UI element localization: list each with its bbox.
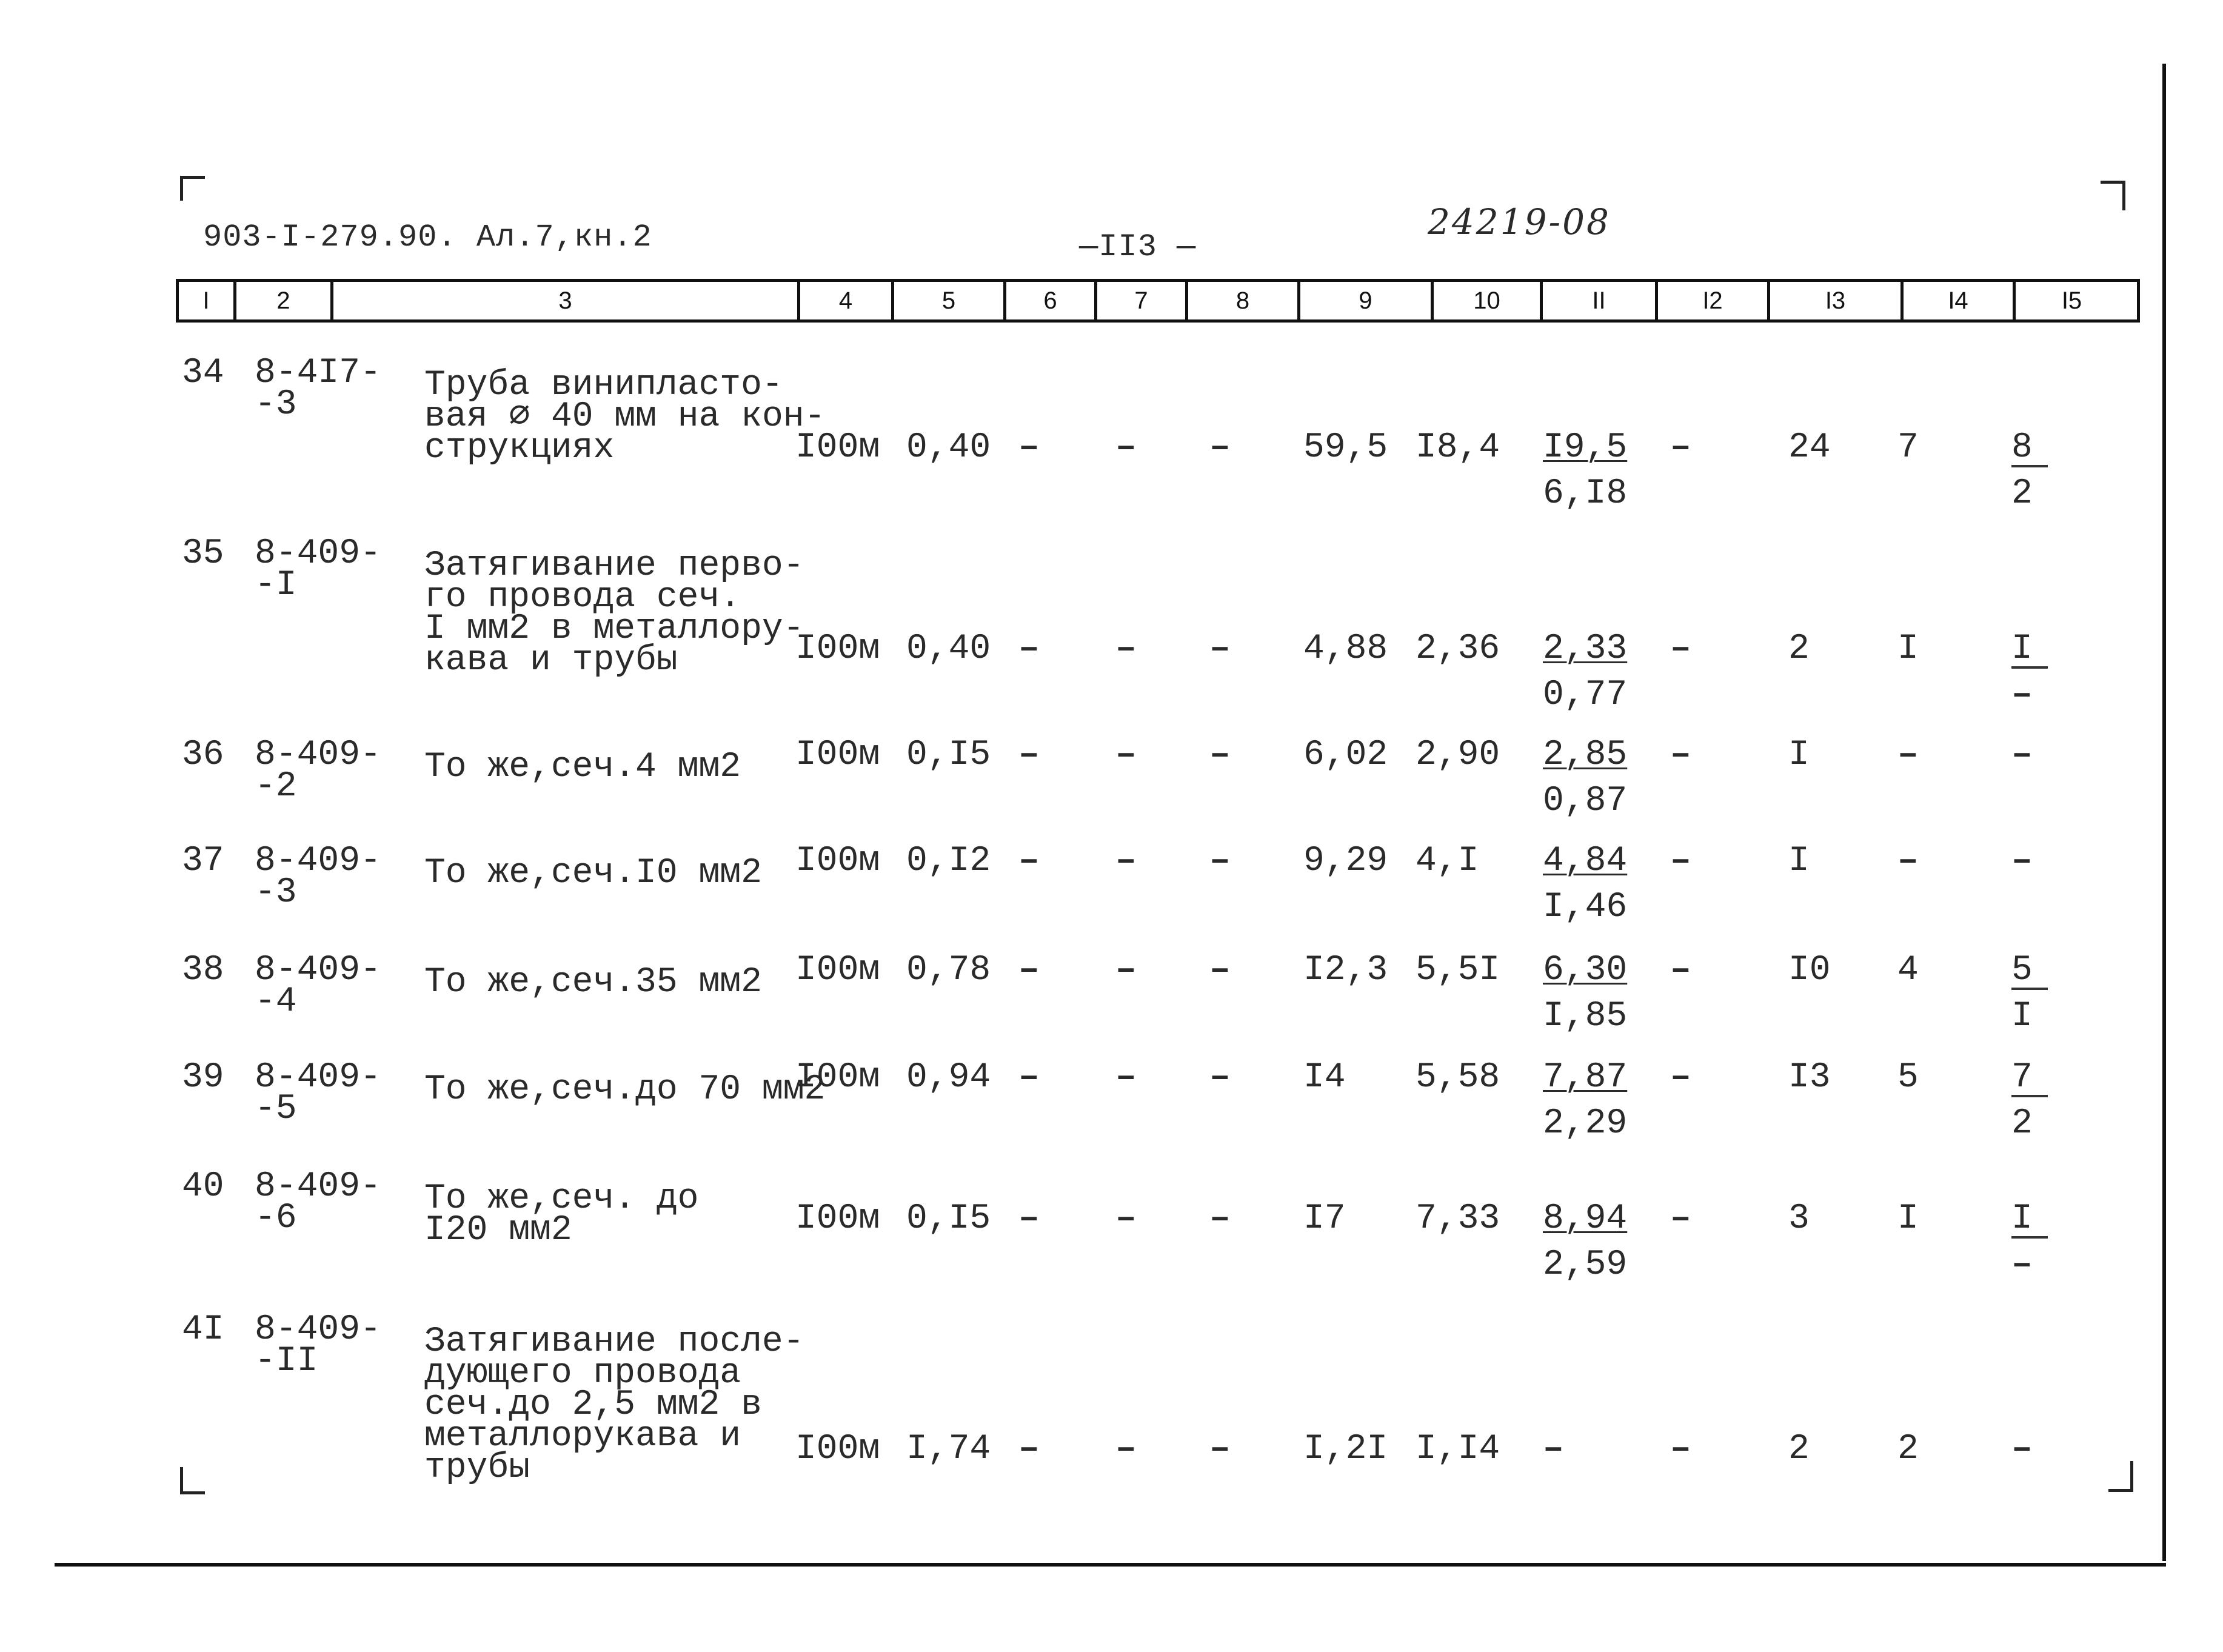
col-10-value: 5,5I <box>1416 951 1500 990</box>
col-13-value: 2 <box>1788 1430 1810 1469</box>
corner-mark-bottom-right <box>2108 1461 2133 1492</box>
col-13-value: I <box>1788 841 1810 881</box>
col-15-top-value: – <box>2011 735 2033 775</box>
col-13-value: 3 <box>1788 1199 1810 1239</box>
corner-mark-top-left <box>180 176 205 201</box>
col-15-top-value <box>2011 428 2048 467</box>
col-9-value: I4 <box>1303 1058 1346 1097</box>
col-11-top-value: 4,84 <box>1543 841 1628 881</box>
col-14-value: 2 <box>1897 1430 1919 1469</box>
col-15-top-text: I <box>2011 1203 2048 1239</box>
col-6-value: – <box>1018 1199 1040 1239</box>
col-10-value: 4,I <box>1416 841 1479 881</box>
col-15-top-value <box>2011 1199 2048 1239</box>
col-15-top-text: 5 <box>2011 955 2048 990</box>
col-10-value: 2,90 <box>1416 735 1500 775</box>
stamp-number: 24219-08 <box>1428 201 1611 242</box>
work-description: То же,сеч.до 70 мм2 <box>424 1070 826 1109</box>
unit: I00м <box>795 735 880 775</box>
col-14-value: – <box>1897 735 1919 775</box>
col-6-value: – <box>1018 1430 1040 1469</box>
col-13-value: I3 <box>1788 1058 1831 1097</box>
col-9-value: 6,02 <box>1303 735 1388 775</box>
column-header-14: I4 <box>1904 282 2016 319</box>
col-14-value: 7 <box>1897 428 1919 467</box>
col-15-bottom-value: I <box>2011 997 2033 1036</box>
document-code: 903-I-279.90. Ал.7,кн.2 <box>203 219 652 255</box>
quantity: 0,78 <box>906 951 991 990</box>
column-header-8: 8 <box>1188 282 1300 319</box>
col-11-top-value: 6,30 <box>1543 951 1628 990</box>
col-15-bottom-value: 2 <box>2011 1104 2033 1143</box>
column-header-4: 4 <box>800 282 894 319</box>
col-12-value: – <box>1670 1430 1691 1469</box>
col-10-value: 2,36 <box>1416 629 1500 669</box>
col-9-value: I7 <box>1303 1199 1346 1239</box>
col-7-value: – <box>1115 629 1137 669</box>
row-number: 38 <box>182 951 224 990</box>
col-7-value: – <box>1115 428 1137 467</box>
col-12-value: – <box>1670 951 1691 990</box>
column-header-6: 6 <box>1006 282 1097 319</box>
quantity: 0,I2 <box>906 841 991 881</box>
col-10-value: I8,4 <box>1416 428 1500 467</box>
quantity: I,74 <box>906 1430 991 1469</box>
col-12-value: – <box>1670 1199 1691 1239</box>
col-12-value: – <box>1670 735 1691 775</box>
column-header-13: I3 <box>1770 282 1904 319</box>
column-header-5: 5 <box>894 282 1006 319</box>
col-8-value: – <box>1209 1058 1231 1097</box>
col-8-value: – <box>1209 841 1231 881</box>
col-9-value: 9,29 <box>1303 841 1388 881</box>
col-9-value: 4,88 <box>1303 629 1388 669</box>
rate-code: 8-409- -5 <box>255 1058 381 1129</box>
col-10-value: I,I4 <box>1416 1430 1500 1469</box>
work-description: Труба винипласто- вая ∅ 40 мм на кон- струкциях <box>424 366 826 468</box>
row-number: 36 <box>182 735 224 775</box>
col-8-value: – <box>1209 428 1231 467</box>
corner-mark-top-right <box>2101 181 2125 210</box>
col-14-value: 5 <box>1897 1058 1919 1097</box>
col-11-bottom-value: 6,I8 <box>1543 474 1628 513</box>
row-number: 40 <box>182 1167 224 1206</box>
col-9-value: I,2I <box>1303 1430 1388 1469</box>
work-description: То же,сеч. до I20 мм2 <box>424 1179 699 1250</box>
quantity: 0,I5 <box>906 1199 991 1239</box>
column-header-7: 7 <box>1097 282 1188 319</box>
col-11-bottom-value: 0,87 <box>1543 781 1628 821</box>
col-15-top-value: – <box>2011 841 2033 881</box>
unit: I00м <box>795 951 880 990</box>
col-14-value: 4 <box>1897 951 1919 990</box>
column-header-1: I <box>179 282 236 319</box>
col-11-bottom-value: I,46 <box>1543 888 1628 927</box>
col-11-top-value: 7,87 <box>1543 1058 1628 1097</box>
col-7-value: – <box>1115 1199 1137 1239</box>
col-15-top-value <box>2011 629 2048 669</box>
work-description: То же,сеч.4 мм2 <box>424 747 741 787</box>
quantity: 0,40 <box>906 428 991 467</box>
col-11-bottom-value: 2,29 <box>1543 1104 1628 1143</box>
col-15-bottom-value: – <box>2011 1245 2033 1285</box>
col-8-value: – <box>1209 1430 1231 1469</box>
row-number: 34 <box>182 353 224 393</box>
column-header-row <box>176 279 2140 323</box>
bottom-border-line <box>55 1563 2166 1567</box>
work-description: Затягивание перво- го провода сеч. I мм2 в металлору- кава и трубы <box>424 546 804 680</box>
col-10-value: 5,58 <box>1416 1058 1500 1097</box>
col-11-top-value: 2,85 <box>1543 735 1628 775</box>
col-11-bottom-value: I,85 <box>1543 997 1628 1036</box>
column-header-12: I2 <box>1658 282 1770 319</box>
rate-code: 8-409- -4 <box>255 951 381 1022</box>
col-7-value: – <box>1115 951 1137 990</box>
col-6-value: – <box>1018 629 1040 669</box>
unit: I00м <box>795 1430 880 1469</box>
col-13-value: 2 <box>1788 629 1810 669</box>
rate-code: 8-409- -3 <box>255 841 381 912</box>
col-11-top-value: I9,5 <box>1543 428 1628 467</box>
right-border-line <box>2162 64 2166 1561</box>
column-header-10: 10 <box>1434 282 1543 319</box>
column-header-11: II <box>1543 282 1658 319</box>
col-15-top-text: I <box>2011 634 2048 669</box>
col-8-value: – <box>1209 735 1231 775</box>
col-10-value: 7,33 <box>1416 1199 1500 1239</box>
quantity: 0,I5 <box>906 735 991 775</box>
col-11-top-value: 2,33 <box>1543 629 1628 669</box>
col-12-value: – <box>1670 428 1691 467</box>
col-6-value: – <box>1018 951 1040 990</box>
col-6-value: – <box>1018 841 1040 881</box>
column-header-3: 3 <box>333 282 800 319</box>
unit: I00м <box>795 841 880 881</box>
col-11-top-value: 8,94 <box>1543 1199 1628 1239</box>
unit: I00м <box>795 1199 880 1239</box>
col-12-value: – <box>1670 629 1691 669</box>
row-number: 4I <box>182 1310 224 1349</box>
unit: I00м <box>795 428 880 467</box>
rate-code: 8-409- -II <box>255 1310 381 1381</box>
rate-code: 8-409- -2 <box>255 735 381 806</box>
col-7-value: – <box>1115 735 1137 775</box>
work-description: То же,сеч.35 мм2 <box>424 963 762 1002</box>
col-15-top-value <box>2011 951 2048 990</box>
col-11-top-value: – <box>1543 1430 1564 1469</box>
col-15-top-text: 7 <box>2011 1062 2048 1097</box>
col-13-value: 24 <box>1788 428 1831 467</box>
col-13-value: I <box>1788 735 1810 775</box>
col-7-value: – <box>1115 841 1137 881</box>
col-14-value: I <box>1897 1199 1919 1239</box>
rate-code: 8-4I7- -3 <box>255 353 381 424</box>
quantity: 0,40 <box>906 629 991 669</box>
column-header-15: I5 <box>2061 287 2082 314</box>
col-13-value: I0 <box>1788 951 1831 990</box>
column-header-2: 2 <box>236 282 333 319</box>
col-9-value: 59,5 <box>1303 428 1388 467</box>
rate-code: 8-409- -I <box>255 534 381 605</box>
col-6-value: – <box>1018 735 1040 775</box>
col-8-value: – <box>1209 951 1231 990</box>
row-number: 35 <box>182 534 224 574</box>
col-15-bottom-value: – <box>2011 675 2033 715</box>
corner-mark-bottom-left <box>180 1467 205 1494</box>
unit: I00м <box>795 629 880 669</box>
col-15-top-value: – <box>2011 1430 2033 1469</box>
col-8-value: – <box>1209 629 1231 669</box>
col-14-value: – <box>1897 841 1919 881</box>
unit: I00м <box>795 1058 880 1097</box>
quantity: 0,94 <box>906 1058 991 1097</box>
col-15-top-value <box>2011 1058 2048 1097</box>
col-15-bottom-value: 2 <box>2011 474 2033 513</box>
col-12-value: – <box>1670 1058 1691 1097</box>
work-description: То же,сеч.I0 мм2 <box>424 854 762 893</box>
col-7-value: – <box>1115 1058 1137 1097</box>
work-description: Затягивание после- дующего провода сеч.до 2,5 мм2 в металлорукава и трубы <box>424 1322 804 1488</box>
col-11-bottom-value: 0,77 <box>1543 675 1628 715</box>
column-header-9: 9 <box>1300 282 1434 319</box>
col-7-value: – <box>1115 1430 1137 1469</box>
rate-code: 8-409- -6 <box>255 1167 381 1238</box>
col-14-value: I <box>1897 629 1919 669</box>
col-8-value: – <box>1209 1199 1231 1239</box>
col-12-value: – <box>1670 841 1691 881</box>
col-15-top-text: 8 <box>2011 432 2048 467</box>
row-number: 37 <box>182 841 224 881</box>
page-number: —II3 — <box>1079 229 1197 265</box>
col-6-value: – <box>1018 1058 1040 1097</box>
col-9-value: I2,3 <box>1303 951 1388 990</box>
row-number: 39 <box>182 1058 224 1097</box>
col-11-bottom-value: 2,59 <box>1543 1245 1628 1285</box>
col-6-value: – <box>1018 428 1040 467</box>
